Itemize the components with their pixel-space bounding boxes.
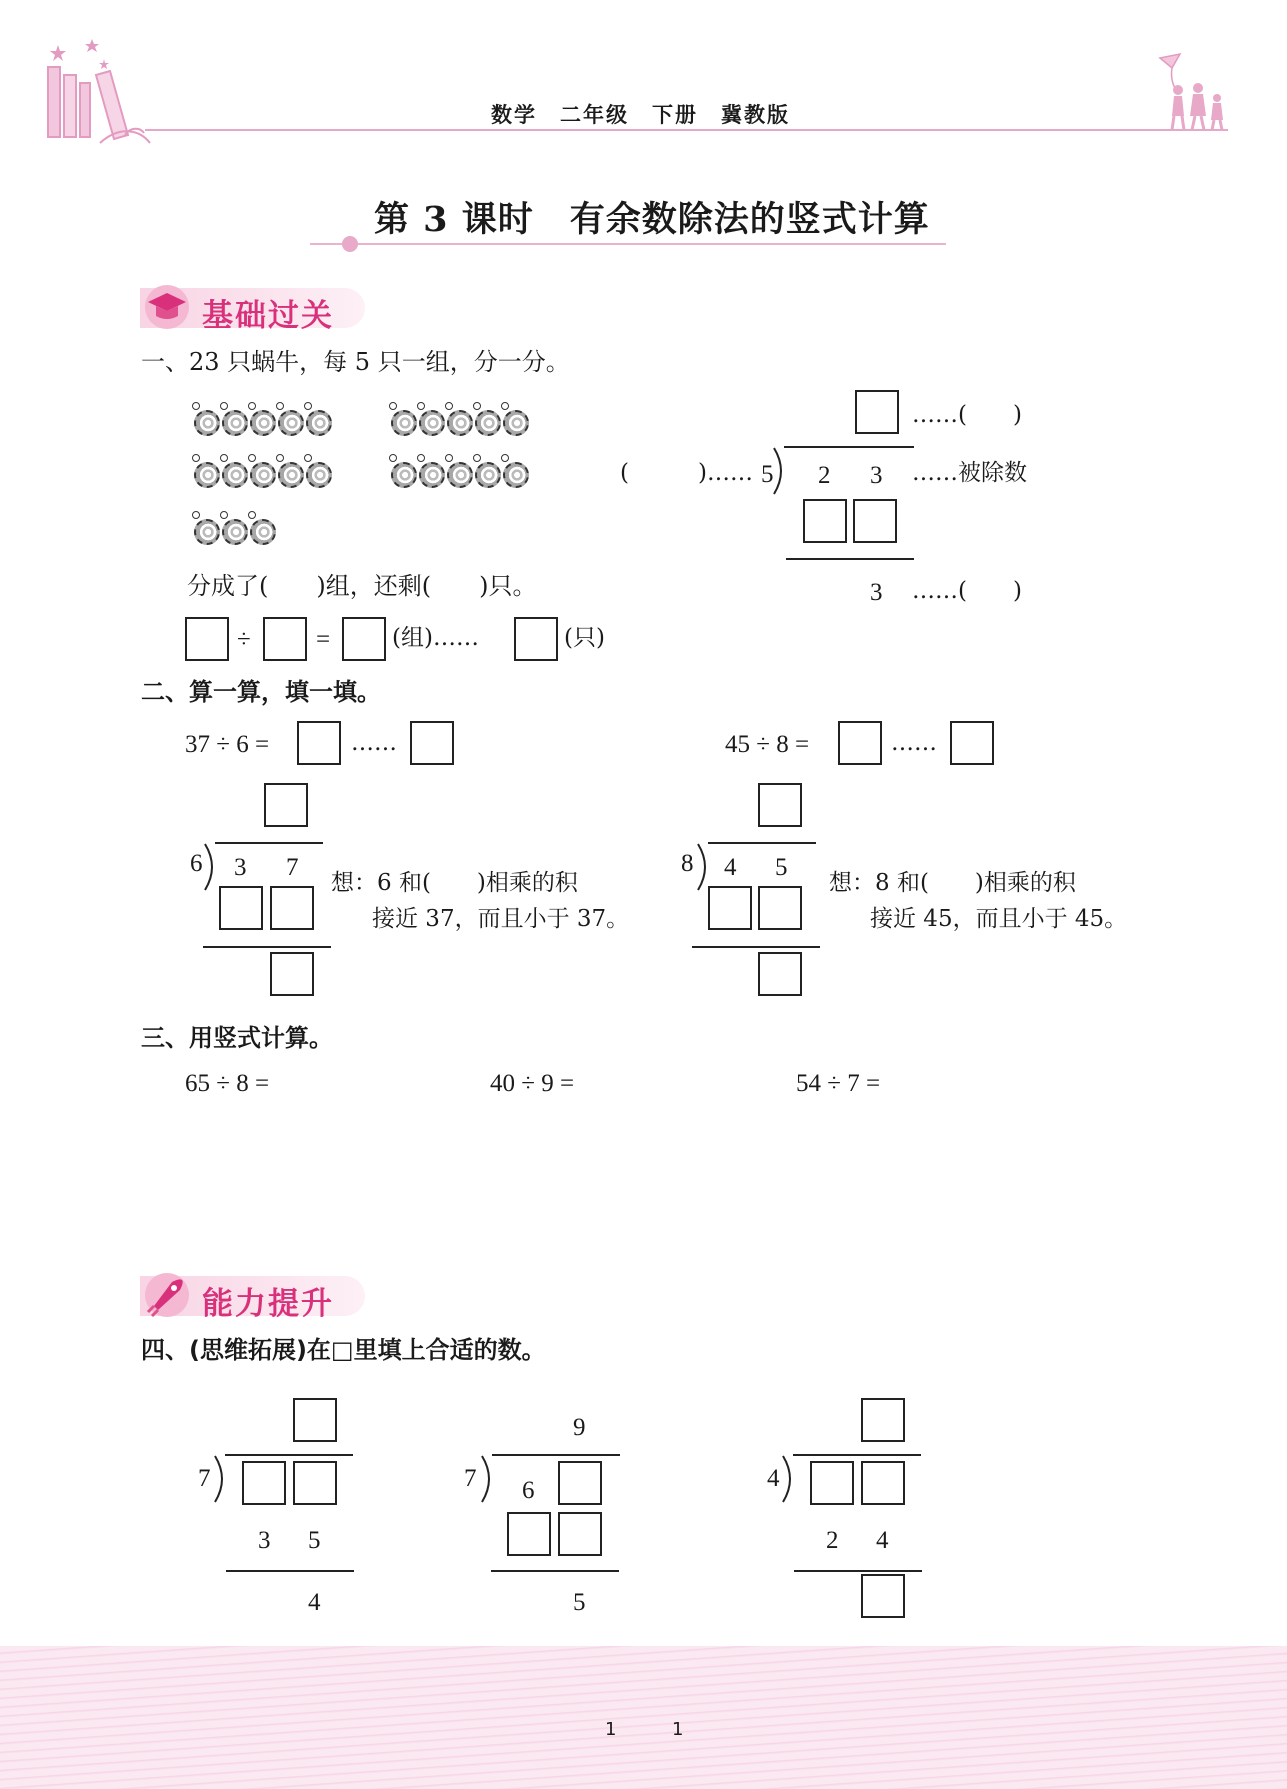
division-bar [225,1454,353,1456]
division-bracket [781,1454,797,1504]
q1-fill-text: 分成了( )组，还剩( )只。 [187,572,537,600]
division-bar [784,446,914,448]
ellipsis: …… [891,730,937,756]
snail-icon [194,410,220,436]
dividend-digit: 7 [286,854,299,881]
snail-icon [250,462,276,488]
snail-icon [250,410,276,436]
division-bracket [480,1454,496,1504]
snail-icon [194,462,220,488]
section-basic-title: 基础过关 [202,298,334,334]
remainder: 3 [870,579,883,606]
answer-box[interactable] [293,1461,337,1505]
answer-box[interactable] [558,1512,602,1556]
q1-prompt: 一、23 只蜗牛，每 5 只一组，分一分。 [141,348,570,376]
header-rule [145,129,1228,131]
snail-icon [250,519,276,545]
answer-box[interactable] [838,721,882,765]
dividend-digit: 5 [775,854,788,881]
answer-box[interactable] [758,952,802,996]
answer-box[interactable] [758,886,802,930]
q2b-hint-line1: 想：8 和( )相乘的积 [829,870,1076,896]
snail-icon [419,462,445,488]
dividend-label: ……被除数 [912,460,1027,486]
product-digit: 5 [308,1527,321,1554]
answer-box[interactable] [507,1512,551,1556]
answer-box[interactable] [861,1461,905,1505]
snail-icon [306,462,332,488]
answer-box[interactable] [853,499,897,543]
division-bar [793,1454,921,1456]
answer-box[interactable] [342,617,386,661]
division-bar [708,842,816,844]
lesson-title: 第 3 课时 有余数除法的竖式计算 [374,199,930,240]
subtraction-line [692,946,820,948]
graduation-cap-icon [142,284,192,330]
equals-sign: = [316,626,331,653]
snail-icon [222,410,248,436]
division-bracket [772,446,788,496]
page-number: 1 [672,1719,684,1740]
dividend-digit: 2 [818,462,831,489]
divisor: 4 [767,1465,780,1492]
answer-box[interactable] [861,1398,905,1442]
dividend-digit: 6 [522,1477,535,1504]
section-advance-badge [140,1270,370,1320]
div-sign: ÷ [237,626,251,653]
books-stars-decoration [40,35,165,150]
answer-box[interactable] [950,721,994,765]
dividend-digit: 4 [724,854,737,881]
rocket-icon [142,1272,192,1318]
q4-prompt: 四、(思维拓展)在□里填上合适的数。 [141,1336,546,1364]
snail-icon [278,410,304,436]
division-bar [492,1454,620,1456]
q3-item: 40 ÷ 9 = [490,1070,575,1097]
answer-box[interactable] [708,886,752,930]
product-digit: 2 [826,1527,839,1554]
divisor: 6 [190,850,203,877]
answer-box[interactable] [263,617,307,661]
answer-box[interactable] [270,886,314,930]
subtraction-line [794,1570,922,1572]
division-bracket [213,1454,229,1504]
q2b-hint-line2: 接近 45，而且小于 45。 [870,906,1128,932]
quotient-label: ……( ) [912,402,1022,428]
q3-item: 54 ÷ 7 = [796,1070,881,1097]
snail-icon [475,410,501,436]
answer-box[interactable] [297,721,341,765]
snail-icon [194,519,220,545]
answer-box[interactable] [514,617,558,661]
snail-icon [278,462,304,488]
page-header [0,0,1287,200]
quotient: 9 [573,1414,586,1441]
unit-only: (只) [564,625,605,651]
q3-item: 65 ÷ 8 = [185,1070,270,1097]
q2a-hint-line2: 接近 37，而且小于 37。 [372,906,630,932]
product-digit: 4 [876,1527,889,1554]
dividend-digit: 3 [870,462,883,489]
subject-info: 数学 二年级 下册 冀教版 [491,103,790,127]
q2a-expression: 37 ÷ 6 = [185,731,270,758]
divisor: 7 [198,1465,211,1492]
answer-box[interactable] [270,952,314,996]
answer-box[interactable] [219,886,263,930]
snail-icon [475,462,501,488]
divisor: 5 [761,461,774,488]
dividend-digit: 3 [234,854,247,881]
section-advance-title: 能力提升 [202,1286,334,1322]
remainder: 4 [308,1589,321,1616]
snail-icon [222,519,248,545]
snail-icon [503,462,529,488]
title-underline [310,243,946,245]
remainder-label: ……( ) [912,578,1022,604]
remainder: 5 [573,1589,586,1616]
q2a-hint-line1: 想：6 和( )相乘的积 [331,870,578,896]
answer-box[interactable] [758,783,802,827]
division-bracket [696,842,712,892]
subtraction-line [786,558,914,560]
answer-box[interactable] [410,721,454,765]
snail-icon [503,410,529,436]
snail-icon [447,410,473,436]
children-kite-decoration [1150,50,1235,135]
snail-icon [391,462,417,488]
snail-icon [419,410,445,436]
answer-box[interactable] [242,1461,286,1505]
snail-icon [447,462,473,488]
q2-prompt: 二、算一算，填一填。 [141,678,381,706]
answer-box[interactable] [855,390,899,434]
unit-groups: (组)…… [392,625,479,651]
answer-box[interactable] [558,1461,602,1505]
answer-box[interactable] [185,617,229,661]
subtraction-line [226,1570,354,1572]
divisor: 7 [464,1465,477,1492]
answer-box[interactable] [810,1461,854,1505]
snail-icon [306,410,332,436]
footer-band [0,1646,1287,1789]
snail-icon [222,462,248,488]
page-number: 1 [605,1719,617,1740]
product-digit: 3 [258,1527,271,1554]
answer-box[interactable] [803,499,847,543]
division-bar [215,842,323,844]
section-basic-badge [140,282,370,332]
answer-box[interactable] [293,1398,337,1442]
divisor: 8 [681,850,694,877]
title-underline-dot [342,236,358,252]
ellipsis: …… [351,730,397,756]
division-bracket [203,842,219,892]
divisor-label: ( )…… [620,460,753,486]
answer-box[interactable] [861,1574,905,1618]
subtraction-line [491,1570,619,1572]
q3-prompt: 三、用竖式计算。 [141,1024,333,1052]
snail-icon [391,410,417,436]
q2b-expression: 45 ÷ 8 = [725,731,810,758]
subtraction-line [203,946,331,948]
answer-box[interactable] [264,783,308,827]
